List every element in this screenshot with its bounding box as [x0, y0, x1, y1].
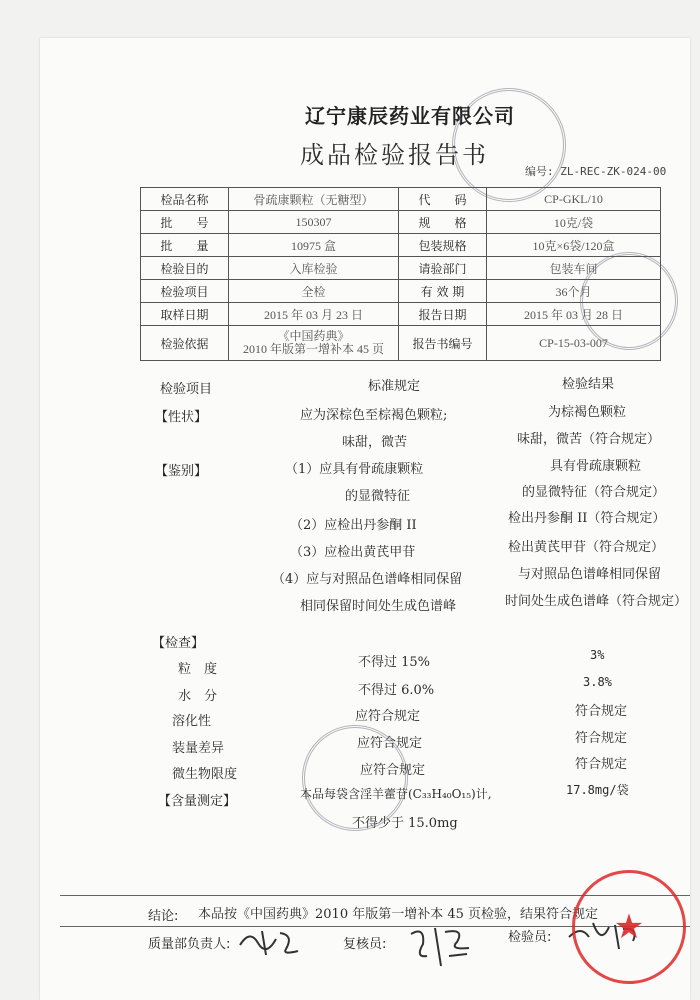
traits-standard-1: 应为深棕色至棕褐色颗粒; — [300, 408, 448, 423]
inspect-standard: 不得过 15% — [358, 655, 431, 670]
inspect-name: 溶化性 — [172, 714, 212, 729]
traits-result-1: 为棕褐色颗粒 — [548, 405, 627, 420]
table-cell-label: 报告书编号 — [399, 326, 487, 361]
ident-2-standard: （2）应检出丹参酮 II — [290, 518, 417, 533]
inspect-result: 3.8% — [583, 675, 612, 689]
section-inspection: 【检查】 — [152, 636, 205, 651]
department-seal-stamp — [580, 252, 678, 350]
table-cell-value: 2015 年 03 月 23 日 — [229, 303, 399, 326]
ident-4-result-2: 时间处生成色谱峰（符合规定） — [505, 594, 688, 609]
conclusion-text: 本品按《中国药典》2010 年版第一增补本 45 页检验，结果符合规定 — [198, 907, 599, 922]
inspect-standard: 应符合规定 — [357, 736, 423, 751]
table-cell-label: 取样日期 — [141, 303, 229, 326]
table-cell-value: 150307 — [229, 211, 399, 234]
company-seal-stamp — [452, 88, 566, 202]
table-cell-label: 代 码 — [399, 188, 487, 211]
section-identification: 【鉴别】 — [155, 464, 208, 479]
qa-head-signature — [236, 925, 306, 965]
company-name: 辽宁康辰药业有限公司 — [305, 104, 515, 128]
table-row — [141, 234, 661, 257]
info-table — [140, 187, 661, 361]
table-cell-value: 入库检验 — [229, 257, 399, 280]
table-cell-value: 36个月 — [487, 280, 661, 303]
conclusion-label: 结论: — [148, 909, 179, 924]
inspect-result: 3% — [590, 648, 605, 662]
col-header-standard: 标准规定 — [368, 379, 421, 394]
reviewer-signature — [405, 920, 475, 976]
inspect-result: 符合规定 — [575, 731, 628, 746]
traits-result-2: 味甜，微苦（符合规定） — [517, 432, 661, 447]
table-cell-label: 检验项目 — [141, 280, 229, 303]
inspect-name: 水 分 — [178, 689, 218, 704]
qa-head-label: 质量部负责人: — [148, 937, 231, 952]
star-icon: ★ — [613, 907, 645, 947]
inspect-name: 粒 度 — [178, 662, 218, 677]
inspect-standard: 应符合规定 — [355, 709, 421, 724]
col-header-item: 检验项目 — [160, 382, 213, 397]
section-traits: 【性状】 — [155, 410, 208, 425]
ident-3-result: 检出黄芪甲苷（符合规定） — [508, 540, 665, 555]
table-cell-value: 10克×6袋/120盒 — [487, 234, 661, 257]
table-cell-value: 2015 年 03 月 28 日 — [487, 303, 661, 326]
table-cell-label: 检验依据 — [141, 326, 229, 361]
table-cell-value: 骨疏康颗粒（无糖型） — [229, 188, 399, 211]
table-cell-label: 有 效 期 — [399, 280, 487, 303]
basis-line-1: 《中国药典》 — [277, 329, 350, 343]
document-number: 编号: ZL-REC-ZK-024-00 — [525, 165, 667, 178]
table-cell-value: CP-GKL/10 — [487, 188, 661, 211]
reviewer-label: 复核员: — [343, 937, 387, 952]
table-cell-label: 请验部门 — [399, 257, 487, 280]
table-cell-value: 全检 — [229, 280, 399, 303]
table-cell-value: 10975 盒 — [229, 234, 399, 257]
table-cell-value: 包装车间 — [487, 257, 661, 280]
inspect-name: 微生物限度 — [172, 767, 238, 782]
table-cell-value: 10克/袋 — [487, 211, 661, 234]
table-row — [141, 257, 661, 280]
assay-standard-2: 不得少于 15.0mg — [352, 816, 458, 831]
ident-1-standard-1: （1）应具有骨疏康颗粒 — [285, 462, 424, 477]
report-title: 成品检验报告书 — [300, 141, 489, 169]
inspector-label: 检验员: — [508, 930, 552, 945]
table-cell-value: CP-15-03-007 — [487, 326, 661, 361]
inspect-standard: 不得过 6.0% — [358, 683, 435, 698]
quality-seal-stamp — [302, 725, 408, 831]
basis-line-2: 2010 年版第一增补本 45 页 — [242, 342, 384, 356]
ident-1-result-2: 的显微特征（符合规定） — [522, 485, 666, 500]
table-cell-value — [229, 326, 399, 361]
inspect-name: 装量差异 — [172, 741, 225, 756]
ident-4-standard-2: 相同保留时间处生成色谱峰 — [300, 599, 457, 614]
table-row — [141, 211, 661, 234]
table-cell-label: 包装规格 — [399, 234, 487, 257]
ident-1-result-1: 具有骨疏康颗粒 — [550, 459, 642, 474]
table-cell-label: 批 量 — [141, 234, 229, 257]
table-cell-label: 规 格 — [399, 211, 487, 234]
ident-4-result-1: 与对照品色谱峰相同保留 — [518, 567, 662, 582]
table-cell-label: 报告日期 — [399, 303, 487, 326]
table-row — [141, 326, 661, 361]
red-official-seal — [572, 870, 686, 984]
ident-1-standard-2: 的显微特征 — [345, 489, 411, 504]
table-row — [141, 188, 661, 211]
section-assay: 【含量测定】 — [158, 794, 237, 809]
ident-2-result: 检出丹参酮 II（符合规定） — [508, 511, 666, 526]
table-cell-label: 批 号 — [141, 211, 229, 234]
inspect-result: 符合规定 — [575, 757, 628, 772]
assay-result: 17.8mg/袋 — [566, 783, 629, 797]
ident-3-standard: （3）应检出黄芪甲苷 — [290, 545, 416, 560]
inspect-standard: 应符合规定 — [360, 763, 426, 778]
col-header-result: 检验结果 — [562, 377, 615, 392]
table-cell-label: 检品名称 — [141, 188, 229, 211]
traits-standard-2: 味甜，微苦 — [342, 435, 408, 450]
ident-4-standard-1: （4）应与对照品色谱峰相同保留 — [272, 572, 463, 587]
inspect-result: 符合规定 — [575, 704, 628, 719]
table-cell-label: 检验目的 — [141, 257, 229, 280]
assay-standard-1: 本品每袋含淫羊藿苷(C₃₃H₄₀O₁₅)计, — [300, 787, 492, 801]
